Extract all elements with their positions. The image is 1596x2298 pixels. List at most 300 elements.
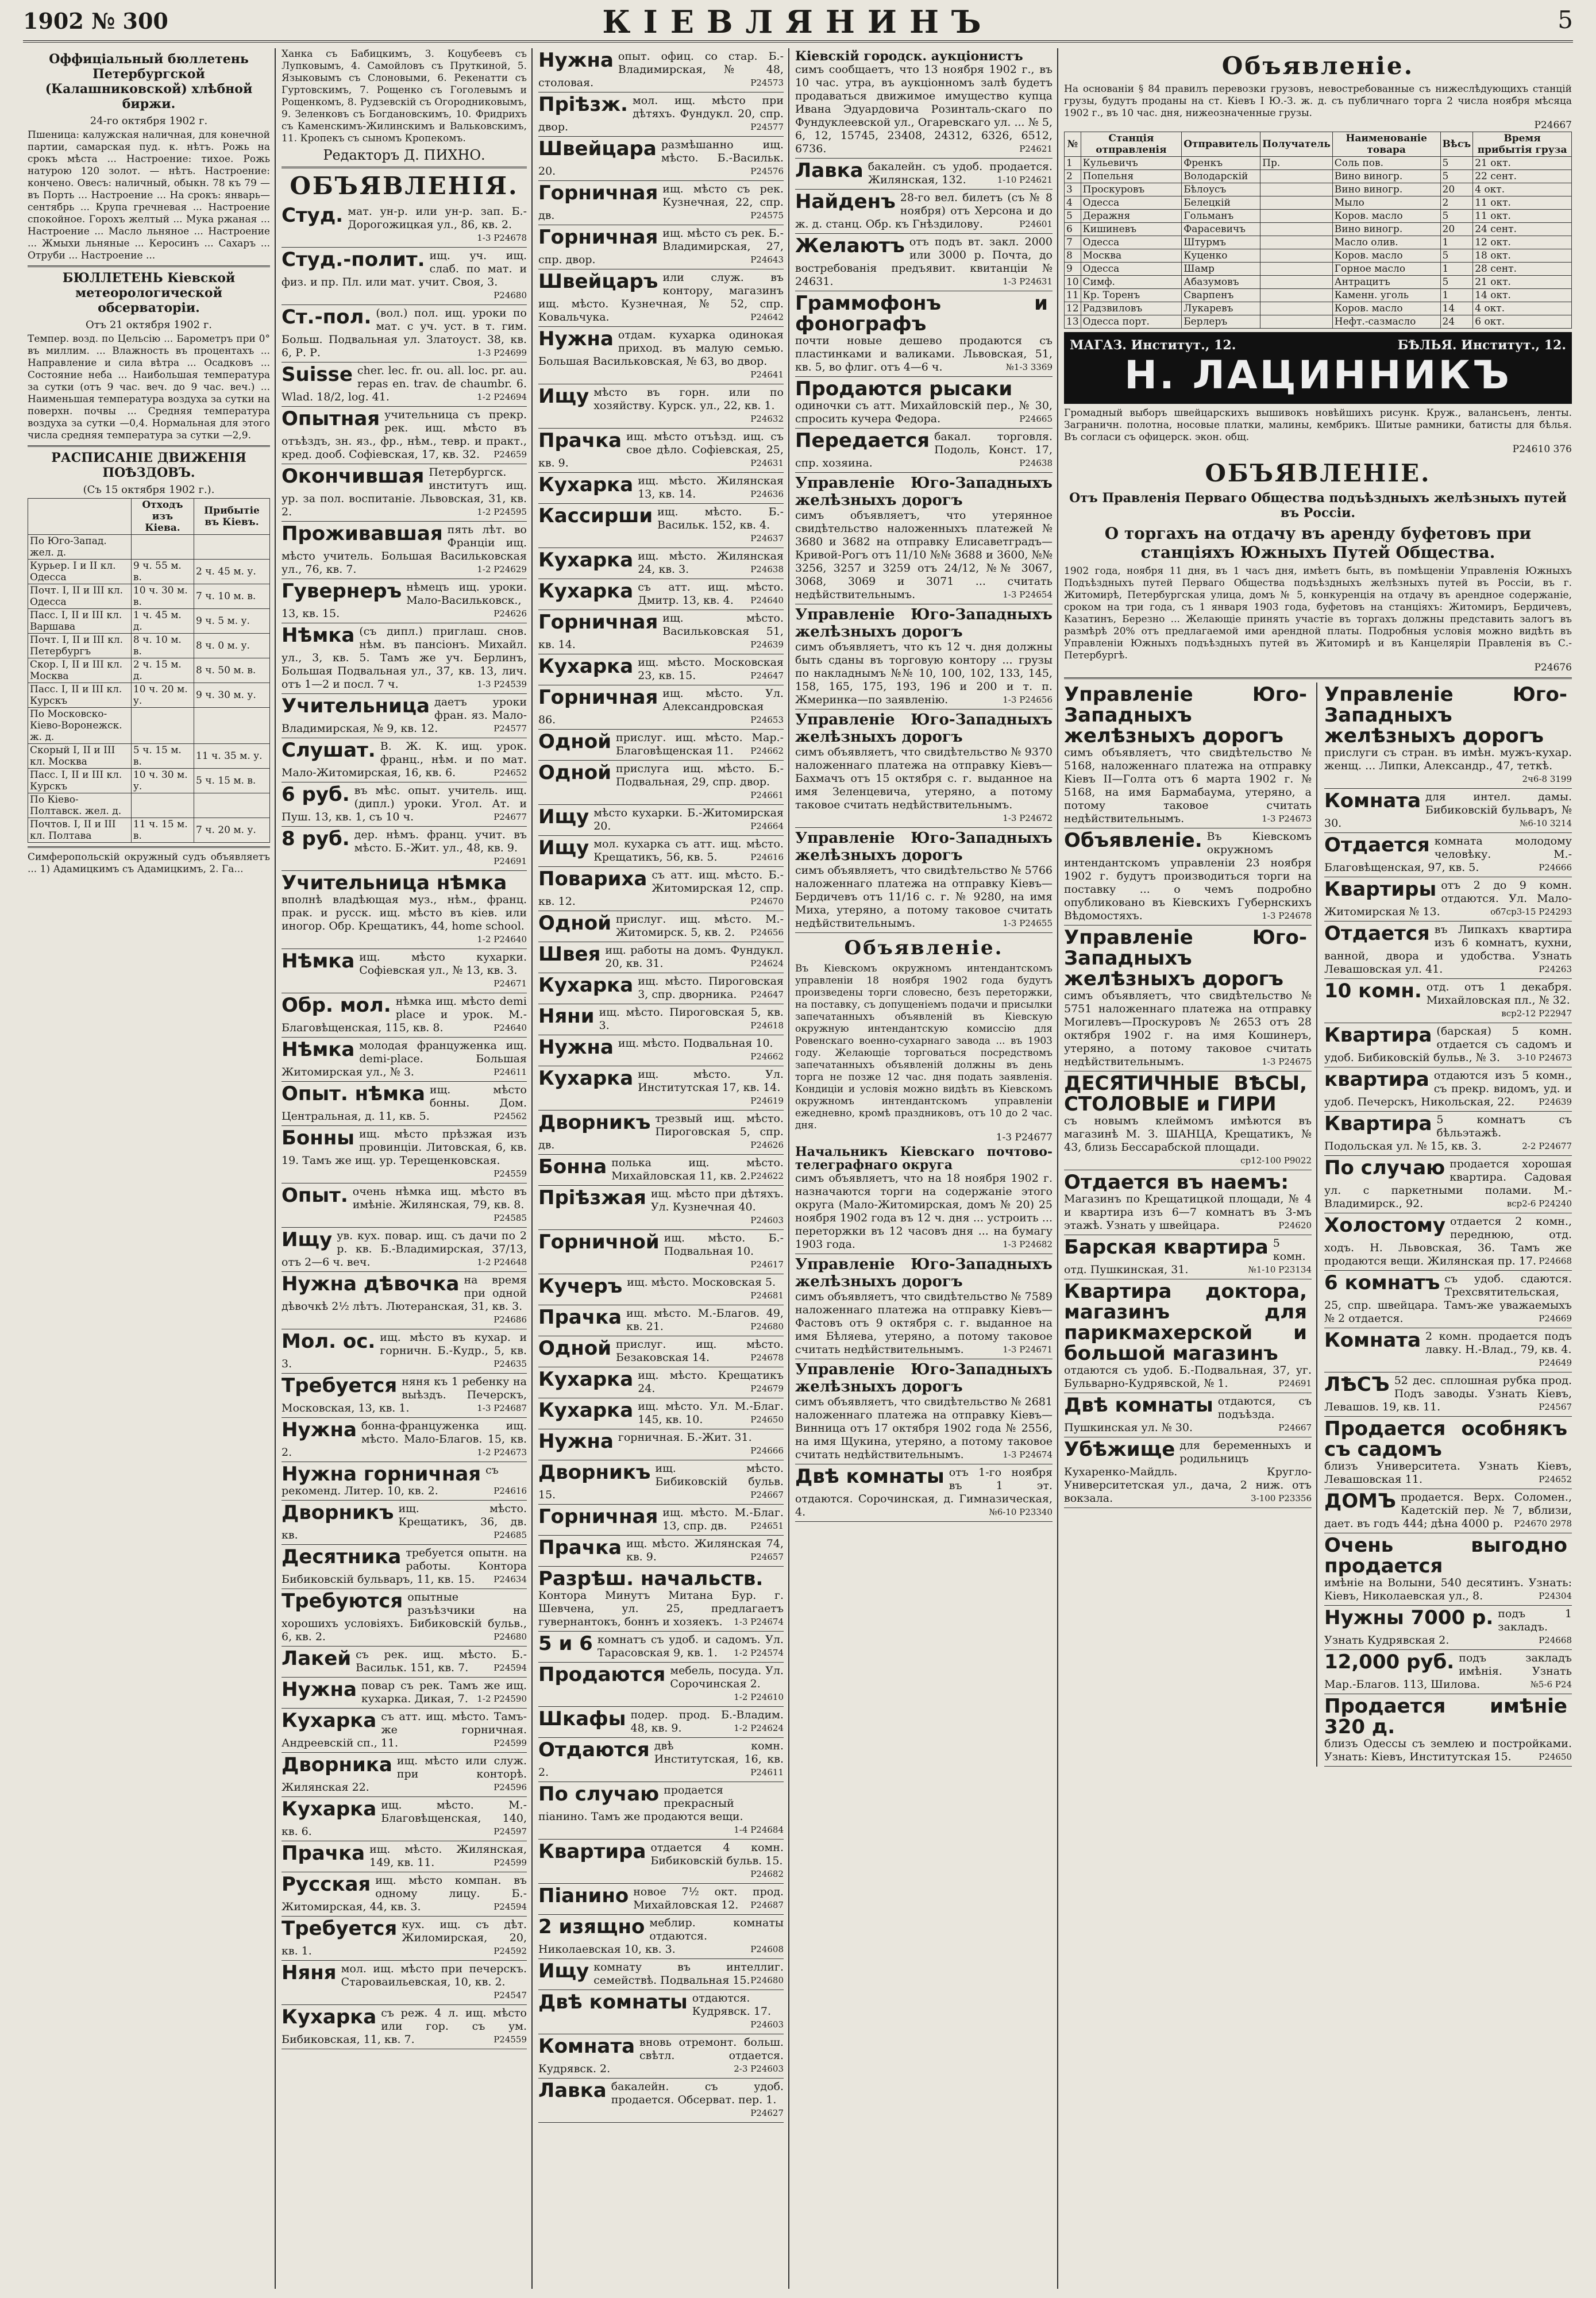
ad-text: Петербургск. институтъ ищ. ур. за пол. воспитаніе. Львовская, 31, кв. 2. [282,466,527,518]
table-row [1065,315,1572,329]
table-cell: 1 [1440,289,1473,302]
classified-ad [282,579,527,623]
table-cell: 6 окт. [1473,315,1572,329]
estate-ref: P24650 [1539,1752,1572,1762]
classified-ad [1324,683,1572,789]
ad-keyword: Двѣ комнаты [1064,1394,1213,1417]
train-schedule-table [28,498,270,843]
ad-text: полька ищ. мѣсто. Михайловская 11, кв. 2. [611,1156,784,1182]
ad-text: близъ Университета. Узнать Кіевъ, Левашовская 11. [1324,1460,1572,1486]
ad-text: на время при одной дѣвочкѣ 2½ лѣтъ. Лютеранская, 31, кв. 3. [282,1274,527,1313]
classified-ad [538,836,784,867]
ad-reference: P24638 [750,564,784,574]
ad-reference: 1-2 P24574 [734,1648,784,1658]
ad-reference: 1-3 P24674 [734,1617,784,1627]
ad-text: ищ. мѣсто. Московская 5. [627,1276,776,1289]
classified-ad [1064,1170,1312,1235]
table-cell: 1 [1440,263,1473,276]
lace-text: Громадный выборъ швейцарскихъ вышивокъ новѣйшихъ рисунк. Круж., валансьенъ, ленты. Заграничн. полотна, носовые платки, малины, кембрикъ. Шитые рамники, батисты для бѣлья. Въ согласи съ офицерск. экон. общ. [1064,407,1575,443]
table-cell: 2 [1065,170,1081,183]
ad-text: бакалейн. съ удоб. продается. Обсерват. пер. 1. [611,2080,784,2106]
notice-ref: 1-3 P24655 [1003,918,1053,928]
table-header-cell: № [1065,132,1081,157]
ad-keyword: Прачка [538,1306,622,1329]
ad-reference: P24547 [494,1990,527,2000]
ad-text: мол. ищ. мѣсто при дѣтяхъ. Фундукл. 20, спр. двор. [538,94,784,133]
classified-ad [538,1460,784,1505]
ad-reference: P24639 [750,639,784,650]
ad-reference: P24638 [1019,458,1053,468]
classified-ad [282,1501,527,1545]
classified-ad [282,1038,527,1082]
table-cell: Попельня [1081,170,1182,183]
table-cell: Одесса [1081,263,1182,276]
classified-ad [538,1367,784,1398]
ad-reference: P24642 [750,312,784,322]
ad-reference: P24616 [494,1486,527,1496]
ad-reference: 2-3 P24603 [734,2064,784,2074]
classified-ad [538,384,784,429]
schedule-header-row [28,499,270,535]
classified-ad [538,504,784,548]
divider [28,445,270,447]
table-cell: Одесса [1081,236,1182,249]
classified-ad [538,1155,784,1186]
table-cell: 13 [1065,315,1081,329]
ad-text: мат. ун-р. или ун-р. зап. Б.-Дорогожицкая ул., 86, кв. 2. [348,205,527,231]
table-cell: 20 [1440,183,1473,196]
table-cell: Куценко [1182,249,1260,263]
ad-keyword: квартира [1324,1068,1429,1091]
ad-text: продается хорошая квартира. Садовая ул. с паркетными полами. М.-Владимирск., 92. [1324,1158,1572,1210]
table-cell: 11 ч. 15 м. в. [131,818,194,843]
ad-reference: 1-2 P24624 [734,1723,784,1733]
ad-reference: P24678 [750,1352,784,1363]
ad-keyword: Горничная [538,182,658,205]
ad-reference: P24691 [1278,1378,1312,1389]
ad-text: ищ. мѣсто компан. въ одному лицу. Б.-Житомирская, 44, кв. 3. [282,1874,527,1913]
ad-reference: P24635 [494,1359,527,1369]
ad-text: молодая француженка ищ. demi-place. Большая Житомирская ул., № 3. [282,1039,527,1078]
classified-ad [282,1183,527,1228]
classified-ad [1064,1437,1312,1508]
ad-keyword: Продаются рысаки [795,377,1013,400]
notice-heading: Управленіе Юго-Западныхъ желѣзныхъ дорогъ [795,711,1053,746]
ad-keyword: Нужна горничная [282,1463,481,1486]
intendant-body: Въ Кіевскомъ окружномъ интендантскомъ управленіи 18 ноября 1902 года будутъ произведены торги словесно, безъ переторжки, на поставку, съ допущеніемъ подачи и присылки запечатанныхъ объявленій въ Кіевскую окружную интендантскую комиссію для Ровенскаго военно-сухарнаго завода ... въ 1903 году. Желающіе торговаться посредствомъ запечатанныхъ объявленій должны въ день торга не позже 12 час. дня подать заявленія. Кондиціи и условія можно видѣть въ Кіевскомъ окружномъ интендантскомъ управленіи ежедневно, кромѣ праздниковъ, отъ 10 до 2 час. дня. [795,963,1056,1131]
ad-text: ищ. мѣсто. М.-Благов. 49, кв. 21. [626,1307,784,1333]
table-cell: 4 окт. [1473,302,1572,315]
railway-notice [795,1359,1053,1464]
ad-reference: 1-3 P24539 [477,679,527,689]
table-cell: 14 [1440,302,1473,315]
classified-ad [1324,1417,1572,1489]
ad-text: одиночки съ атт. Михайловскій пер., № 30, спросить кучера Федора. [795,399,1053,425]
ad-keyword: Требуется [282,1374,398,1397]
ad-reference: P24627 [750,2108,784,2118]
table-cell: Володарскій [1182,170,1260,183]
table-header-cell: Отходъ изъ Кіева. [131,499,194,535]
ad-text: В. Ж. К. ищ. урок. франц., нѣм. и по мат. Мало-Житомирская, 16, кв. 6. [282,740,527,779]
bourse-body: Пшеница: калужская наличная, для конечной партии, самарская пуд. к. нѣтъ. Рожь на срокъ мѣста ... Настроение: тихое. Рожь натурою 120 золот. — нѣтъ. Настроение: кончено. Овесъ: наличный, обыкн. 78 къ 79 — въ Порть ... Настроение ... На срокъ: январь—сентябрь ... Крупа гречневая ... Настроение спокойное. Горохъ желтый ... Мука ржаная ... Настроение ... Масло льняное ... Настроение ... Жмыхи льняные ... Керосинъ ... Сахаръ ... Отруби ... Настроение ... [28,129,273,261]
table-cell: По Московско-Кіево-Воронежск. ж. д. [28,708,132,744]
notice-ref: 1-3 P24654 [1003,589,1053,600]
classified-ad [538,973,784,1004]
ad-reference: P24670 [750,896,784,907]
ad-keyword: Продаются [538,1663,666,1686]
table-cell [1260,210,1333,223]
ad-text: отъ подъ вт. закл. 2000 или 3000 р. Почта, до востребованія предъявит. квитанціи № 24631. [795,236,1053,288]
classified-ad [795,429,1053,473]
table-cell: 7 [1065,236,1081,249]
ad-keyword: Піанино [538,1884,629,1907]
ad-text: ищ. мѣсто кухарки. Софіевская ул., № 13, кв. 3. [359,951,527,977]
ad-reference: 1-3 P24678 [477,233,527,243]
table-row [1065,196,1572,210]
ad-reference: №6-10 3214 [1520,818,1572,828]
ad-keyword: Отдается въ наемъ: [1064,1171,1289,1194]
table-cell [194,535,270,560]
ad-text: прислуг. ищ. мѣсто. Мар.-Благовѣщенская 11. [616,731,784,757]
ad-keyword: Ищу [538,805,589,828]
table-cell [131,708,194,744]
ad-keyword: Гувернеръ [282,580,402,603]
ad-keyword: Управленіе Юго-Западныхъ желѣзныхъ дорогъ [1064,683,1307,747]
ad-text: отдается 4 комн. Бибиковскій бульв. 15. [650,1841,784,1867]
ad-text: опытные разъѣзчики на хорошихъ условіяхъ. Бибиковскій бульв., 6, кв. 2. [282,1591,527,1643]
ad-text: прислуг. ищ. мѣсто. Безаковская 14. [616,1338,784,1364]
ad-keyword: Десятника [282,1545,402,1568]
notice-text: симъ объявляетъ, что свидѣтельство № 7589 наложеннаго платежа на отправку Кіевъ—Фастовъ отъ 9 октября с. г. выданное на имя Бѣляева, утеряно, а потому таковое считать недѣйствительнымъ. [795,1290,1053,1356]
issue-number: 1902 № 300 [23,8,168,34]
ad-text: отъ 2 до 9 комн. отдаются. Ул. Мало-Житомирская № 13. [1324,879,1572,918]
divider [1064,677,1572,679]
ad-reference: P24616 [750,852,784,862]
railway-notice [795,604,1053,710]
classified-ad [538,1398,784,1429]
classified-ad [1324,1489,1572,1533]
classified-ad [282,1647,527,1678]
ad-text: ищ. мѣсто. М.-Благовѣщенская, 140, кв. 6. [282,1799,527,1838]
ad-reference: P24652 [494,768,527,778]
ad-keyword: Прачка [282,1842,365,1865]
ad-reference: P24263 [1539,964,1572,974]
classified-ad [282,1545,527,1589]
ad-reference: P24670 2978 [1514,1518,1572,1529]
ad-keyword: Квартира доктора, магазинъ для парикмахерской и большой магазинъ [1064,1280,1307,1365]
ad-keyword: Нужны 7000 р. [1324,1606,1494,1629]
ad-text: даетъ уроки фран. яз. Мало-Владимирская, № 9, кв. 12. [282,696,527,735]
ad-text: нѣмка ищ. мѣсто demi place и урок. М.-Благовѣщенская, 115, кв. 8. [282,995,527,1034]
freight-ref: P24667 [1534,119,1572,131]
classified-ad [795,1464,1053,1522]
ad-keyword: Убѣжище [1064,1438,1175,1461]
ad-text: ищ. мѣсто. Ул. Александровская 86. [538,687,784,726]
ad-reference: 2-2 P24677 [1522,1141,1572,1151]
ad-text: бакалейн. съ удоб. продается. Жилянская, 132. [868,160,1053,186]
ad-reference: №1-10 P23134 [1248,1264,1312,1275]
classified-ad [538,1567,784,1632]
ad-text: ищ. мѣсто съ рек. Б.-Владимирская, 27, спр. двор. [538,227,784,266]
ad-text: новое 7½ окт. прод. Михайловская 12. [633,1886,784,1911]
classified-ad [795,377,1053,429]
table-row [28,769,270,793]
ad-keyword: Прачка [538,1536,622,1559]
table-cell [1260,236,1333,249]
classified-ad [538,327,784,384]
ad-text: продается. Верх. Соломен., Кадетскій пер. № 7, вблизи, дает. въ годъ 444; дѣна 4000 р. [1324,1491,1572,1530]
divider [282,167,527,168]
ad-keyword: Кухарка [282,1709,377,1732]
classified-ad [538,2034,784,2079]
classified-ad [282,522,527,579]
classified-ad [282,363,527,407]
classified-ad [282,738,527,782]
ad-keyword: Отдаются [538,1738,650,1761]
page-number: 5 [1558,6,1573,34]
ad-keyword: Кухарка [282,1798,377,1821]
railway-notice [795,473,1053,604]
ad-keyword: Нужна [282,1678,357,1701]
ad-reference: вср2-12 P22947 [1501,1008,1572,1019]
classified-ad [538,1632,784,1663]
ad-reference: P24576 [750,166,784,176]
table-cell: 5 [1440,249,1473,263]
table-cell: 2 [1440,196,1473,210]
ad-reference: P24575 [750,210,784,221]
ad-keyword: Ищу [538,1960,589,1983]
ad-text: ищ. мѣсто прѣзжая изъ провинціи. Литовская, 6, кв. 19. Тамъ же ищ. ур. Терещенковская. [282,1128,527,1167]
table-row [1065,236,1572,249]
ad-keyword: Объявленіе. [1064,829,1202,852]
ad-text: ищ. мѣсто. Ул. М.-Благ. 145, кв. 10. [638,1400,784,1426]
notice-text: симъ объявляетъ, что свидѣтельство № 5766 наложеннаго платежа на отправку Кіевъ—Бердичевъ отъ 11/16 с. г. № 9280, на имя Миха, утеряно, а потому таковое считать недѣйствительнымъ. [795,864,1053,930]
classified-ad [1324,1533,1572,1606]
ad-text: повар съ рек. Тамъ же ищ. кухарка. Дикая, 7. [361,1679,527,1705]
table-cell: Френкъ [1182,157,1260,170]
table-header-cell: Отправитель [1182,132,1260,157]
ad-reference: P24651 [750,1521,784,1531]
ad-reference: P24559 [494,1169,527,1179]
classified-ad [1324,1213,1572,1271]
ad-text: ув. кух. повар. ищ. съ дачи по 2 р. кв. Б.-Владимирская, 37/13, отъ 2—6 ч. веч. [282,1229,527,1268]
table-row [1065,223,1572,236]
ad-reference: P24567 [1539,1402,1572,1412]
ad-reference: P24640 [750,595,784,606]
ad-reference: P24680 [750,1321,784,1332]
ad-keyword: Студ.-полит. [282,248,425,271]
table-cell: 5 [1440,210,1473,223]
classified-ad [538,181,784,225]
ad-keyword: Прачка [538,429,622,452]
table-cell: 5 [1065,210,1081,223]
table-cell: 10 [1065,276,1081,289]
table-cell: 24 сент. [1473,223,1572,236]
auction-text: симъ сообщаетъ, что 13 ноября 1902 г., въ 10 час. утра, въ аукціонномъ залѣ будетъ продаваться движимое имущество купца Ивана Эдуардовича Розинталь-скаго по Фундуклеевской ул., Огаревскаго ул. ... № 5, 6, 12, 15745, 23408, 24312, 6326, 6512, 6736. [795,63,1053,155]
ad-text: имѣніе на Волыни, 540 десятинъ. Узнать: Кіевъ, Николаевская ул., 8. [1324,1576,1572,1602]
ad-text: ищ. мѣсто или служ. при конторѣ. Жилянская 22. [282,1755,527,1794]
ad-reference: P24657 [750,1552,784,1562]
ad-keyword: Ищу [282,1228,333,1251]
ad-text: ищ. мѣсто. Васильковская 51, кв. 14. [538,612,784,651]
table-row [28,609,270,634]
classified-ad [538,92,784,137]
ad-keyword: Горничная [538,611,658,634]
ad-text: кух. ищ. съ дѣт. Жиломирская, 20, кв. 1. [282,1918,527,1957]
table-cell: 9 ч. 5 м. у. [194,609,270,634]
table-cell: Коров. масло [1332,210,1440,223]
table-cell: 24 [1440,315,1473,329]
ad-keyword: Русская [282,1873,371,1896]
ad-reference: P24668 [1539,1256,1572,1266]
postal-ref: 1-3 P24682 [1003,1239,1053,1250]
table-cell: 10 ч. 20 м. у. [131,683,194,708]
classified-ad [538,1884,784,1915]
ad-keyword: Кухарка [538,655,634,678]
table-cell: Вино виногр. [1332,170,1440,183]
ad-reference: P24687 [750,1900,784,1910]
ad-text: подъ закладъ имѣнія. Узнать Мар.-Благов. 113, Шилова. [1324,1652,1572,1691]
ad-reference: P24664 [750,821,784,831]
table-cell: Проскуровъ [1081,183,1182,196]
classified-ad [282,1872,527,1917]
classified-ad [282,2005,527,2049]
notice-ref: 1-3 P24656 [1003,695,1053,705]
ad-reference: P24682 [750,1869,784,1879]
ad-text: трезвый ищ. мѣсто. Пироговская 5, спр. дв. [538,1112,784,1151]
classified-ad [538,1336,784,1367]
ad-text: мол. кухарка съ атт. ищ. мѣсто. Крещатикъ, 56, кв. 5. [593,838,784,863]
ad-reference: P24639 [1539,1097,1572,1107]
ad-keyword: Горничная [538,1505,658,1528]
table-cell: Белецкій [1182,196,1260,210]
table-cell [1260,302,1333,315]
ad-reference: P24608 [750,1944,784,1954]
ad-text: ищ. мѣсто. Жилянская, 149, кв. 11. [369,1843,527,1869]
ad-text: въ Липкахъ квартира изъ 6 комнатъ, кухни, ванной, двора и удобства. Узнать Левашовская ул. 41. [1324,923,1572,976]
ad-keyword: Холостому [1324,1214,1446,1237]
ad-text: ищ. мѣсто при дѣтяхъ. Ул. Кузнечная 40. [650,1187,784,1213]
ad-reference: P24665 [1019,414,1053,424]
table-row [28,818,270,843]
classified-ad [282,1709,527,1753]
estate-text: близъ Одессы съ землею и постройками. Узнать: Кіевъ, Институтская 15. [1324,1737,1572,1763]
table-cell: 10 ч. 30 м. у. [131,769,194,793]
classified-ad [795,234,1053,291]
ad-reference: P24650 [750,1414,784,1425]
classified-ad [538,1066,784,1111]
ad-reference: №1-3 3369 [1005,362,1053,372]
table-row [1065,263,1572,276]
ad-keyword: Квартиры [1324,878,1437,901]
ad-text: для интел. дамы. Бибиковскій бульваръ, № 30. [1324,791,1572,830]
ad-reference: 1-3 P24673 [1262,813,1312,824]
ad-reference: P24592 [494,1946,527,1956]
buffet-heading: ОБЪЯВЛЕНІЕ. [1205,459,1431,487]
schedule-heading: РАСПИСАНІЕ ДВИЖЕНІЯ ПОѢЗДОВЪ. [51,450,246,480]
table-cell: Пасс. I, II и III кл. Варшава [28,609,132,634]
classified-ad [538,805,784,836]
classified-ad [1324,1372,1572,1417]
table-cell: Одесса [1081,196,1182,210]
bulletin-heading: БЮЛЛЕТЕНЬ Кіевской метеорологической обсерваторіи. [62,271,236,315]
ad-text: 2 комн. продается подъ лавку. Н.-Влад., 79, кв. 4. [1425,1330,1572,1356]
column-2 [277,48,533,2289]
classified-ad [282,694,527,738]
classified-ad [538,867,784,911]
classified-ad [538,579,784,610]
table-cell: Пасс. I, II и III кл. Курскъ [28,683,132,708]
ad-keyword: Нужна [538,1036,614,1059]
ad-text: комната молодому человѣку. М.-Благовѣщенская, 97, кв. 5. [1324,835,1572,874]
ad-keyword: Окончившая [282,465,425,488]
classified-ad [538,911,784,942]
table-row [1065,276,1572,289]
table-cell: Пр. [1260,157,1333,170]
ad-reference: P24671 [494,978,527,989]
ad-keyword: Учительница [282,695,430,718]
ad-reference: P24681 [750,1290,784,1301]
table-cell: Почтов. I, II и III кл. Полтава [28,818,132,843]
ad-reference: P24626 [494,608,527,619]
ad-text: ищ. уч. ищ. слаб. по мат. и физ. и пр. Пл. или мат. учит. Своя, 3. [282,249,527,288]
ad-keyword: Кассирши [538,504,653,527]
ad-reference: P24611 [750,1767,784,1778]
ad-reference: 1-3 P24678 [1262,911,1312,921]
table-cell: Кульевичъ [1081,157,1182,170]
table-cell: 11 окт. [1473,196,1572,210]
ad-reference: P24649 [1539,1358,1572,1368]
ad-keyword: Требуется [282,1917,398,1940]
notice-ref: 1-3 P24672 [1003,813,1053,823]
lace-right: БѢЛЬЯ. Институт., 12. [1397,338,1566,353]
ad-keyword: Нѣмка [282,624,355,647]
ad-text: 5 комн. отд. Пушкинская, 31. [1064,1237,1306,1276]
ad-text: съ рекоменд. Литер. 10, кв. 2. [282,1464,499,1497]
ad-text: меблир. комнаты отдаются. Николаевская 10, кв. 3. [538,1917,784,1956]
ad-keyword: Кухарка [538,1067,634,1090]
classified-ad [1324,1606,1572,1650]
ad-text: (вол.) пол. ищ. уроки по мат. с уч. уст. в т. гим. Больш. Подвальная ул. Златоуст. 38, кв. 6, Р. Р. [282,307,527,359]
table-cell: Вино виногр. [1332,183,1440,196]
table-row [1065,210,1572,223]
ad-text: отдаются изъ 5 комн., съ прекр. видомъ, уд. и удоб. Печерскъ, Никольская, 22. [1324,1069,1572,1108]
notice-ref: 1-3 P24674 [1003,1449,1053,1460]
ad-keyword: Ищу [538,836,589,859]
table-cell: Кр. Торенъ [1081,289,1182,302]
ad-text: симъ объявляетъ, что свидѣтельство № 5751 наложеннаго платежа на отправку Могилевъ—Проскуровъ № 2653 отъ 28 октября 1902 г. на имя Кошинеръ, утеряно, а потому таковое считать недѣйствительнымъ. [1064,989,1312,1068]
ad-text: ищ. мѣсто въ кухар. и горничн. Б.-Кудр., 5, кв. 3. [282,1331,527,1370]
table-cell: Штурмъ [1182,236,1260,249]
table-header-cell: Наименованіе товара [1332,132,1440,157]
table-cell: 5 [1440,170,1473,183]
ad-keyword: Кухарка [538,580,634,603]
classified-ad [282,1462,527,1501]
table-cell: 5 ч. 15 м. в. [194,769,270,793]
classified-ad [538,730,784,761]
ad-reference: вср2-6 P24240 [1506,1198,1572,1209]
ad-reference: P24577 [494,723,527,734]
ad-text: ищ. мѣсто. Жилянская 24, кв. 3. [638,550,784,576]
ad-keyword: Ищу [538,385,589,408]
classified-ad [1324,833,1572,877]
classified-ad [282,949,527,993]
ad-text: ищ. мѣсто съ рек. Кузнечная, 22, спр. дв. [538,183,784,222]
ad-text: (барская) 5 комн. отдается съ садомъ и удоб. Бибиковскій бульв., № 3. [1324,1025,1572,1064]
classified-ad [282,871,527,949]
ad-keyword: 5 и 6 [538,1632,593,1655]
ad-keyword: ДЕСЯТИЧНЫЕ ВѢСЫ, СТОЛОВЫЕ и ГИРИ [1064,1072,1307,1116]
